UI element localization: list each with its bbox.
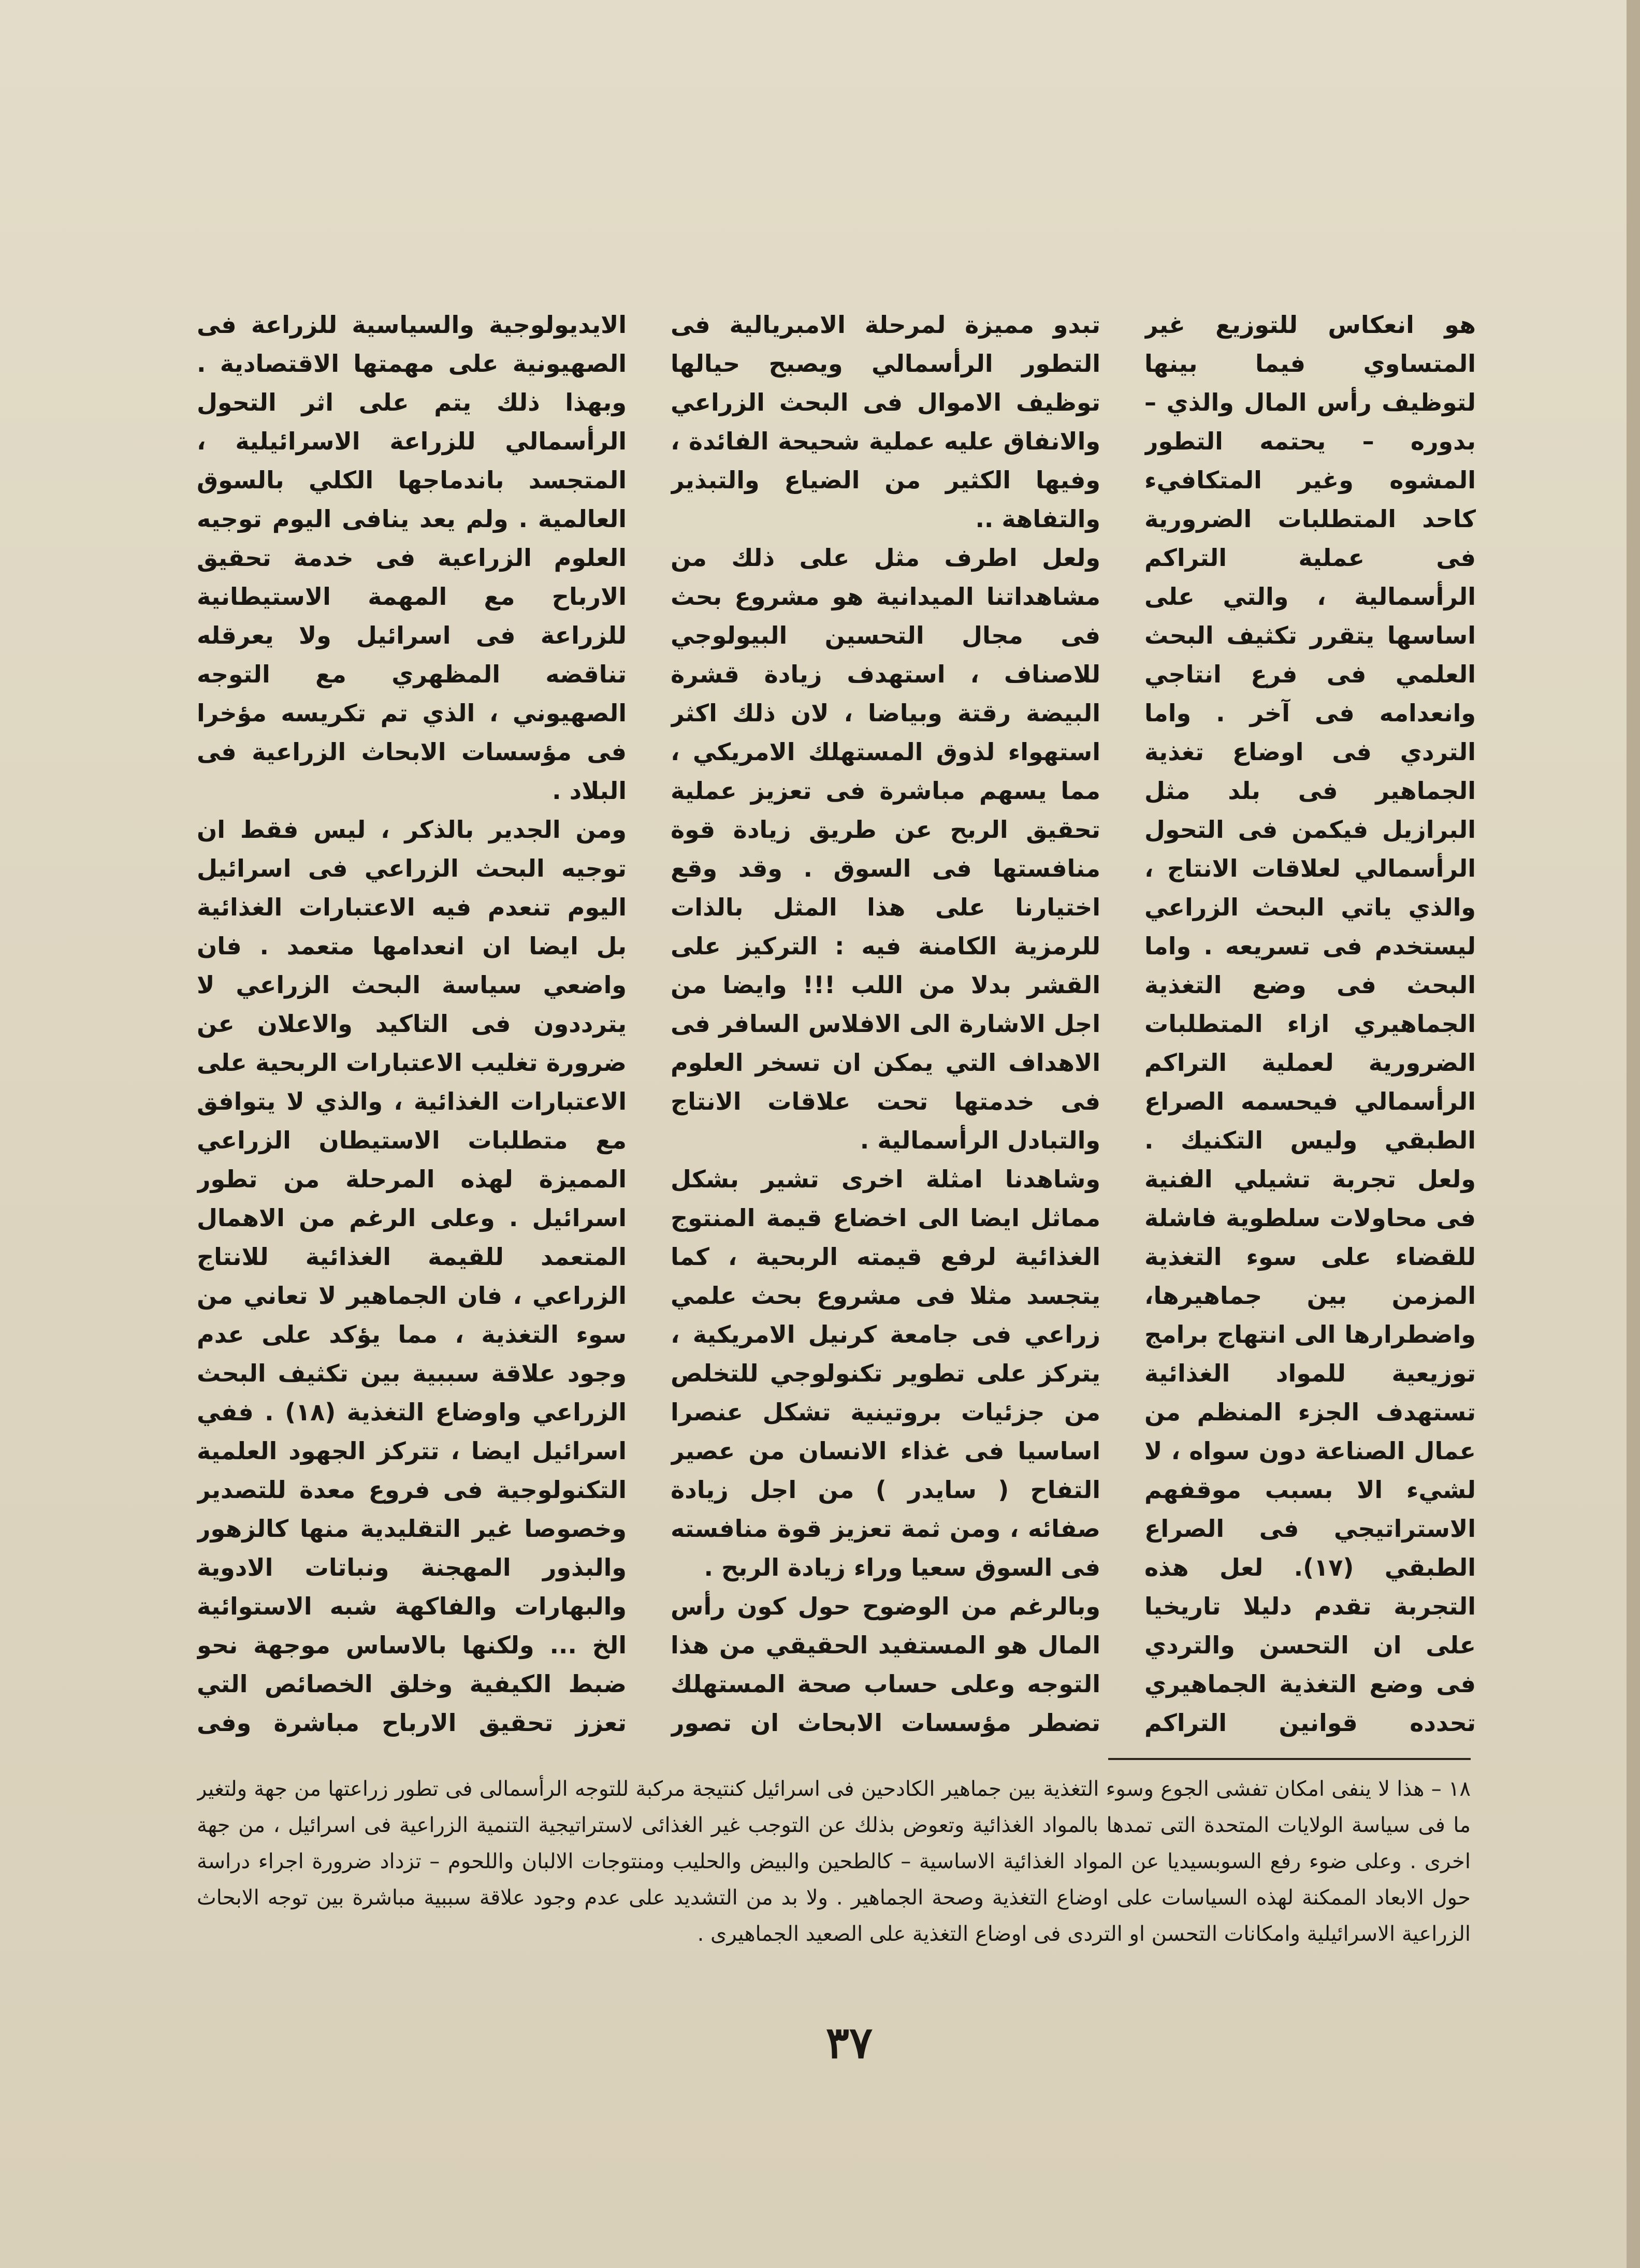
column-right	[1144, 306, 1476, 1745]
paragraph: وشاهدنا امثلة اخرى تشير بشكل مماثل ايضا الى اخضاع قيمة المنتوج الغذائية لرفع قيمته الربحية ، كما يتجسد مثلا فى مشروع بحث علمي زراعي فى جامعة كرنيل الامريكية ، يتركز على تطوير تكنولوجي للتخلص من جزئيات بروتينية تشكل عنصرا اساسيا فى غذاء الانسان من عصير التفاح ( سايدر ) من اجل زيادة صفائه ، ومن ثمة تعزيز قوة منافسته فى السوق سعيا وراء زيادة الربح .	[671, 1165, 1100, 1581]
footnote: ١٨ – هذا لا ينفى امكان تفشى الجوع وسوء التغذية بين جماهير الكادحين فى اسرائيل كنتيجة مركبة للتوجه الرأسمالى فى تطور زراعتها من جهة ولتغير ما فى سياسة الولايات المتحدة التى تمدها بالمواد الغذائية وتعوض بذلك عن التوجب غير الغذائى لاستراتيجية التنمية الزراعية فى اسرائيل ، من جهة اخرى . وعلى ضوء رفع السوبسيديا عن المواد الغذائية الاساسية – كالطحين والبيض والحليب ومنتوجات الالبان واللحوم – تزداد ضرورة اجراء دراسة حول الابعاد الممكنة لهذه السياسات على اوضاع التغذية وصحة الجماهير . ولا بد من التشديد على عدم وجود علاقة سببية مباشرة بين توجه الابحاث الزراعية الاسرائيلية وامكانات التحسن او التردى فى اوضاع التغذية على الصعيد الجماهيرى .	[197, 1777, 1471, 1946]
paragraph: وبالرغم من الوضوح حول كون رأس المال هو المستفيد الحقيقي من هذا التوجه وعلى حساب صحة المستهلك تضطر مؤسسات الابحاث ان تصور	[671, 1592, 1100, 1737]
paragraph: ولعل اطرف مثل على ذلك من مشاهداتنا الميدانية هو مشروع بحث فى مجال التحسين البيولوجي للاصناف ، استهدف زيادة قشرة البيضة رقتة وبياضا ، لان ذلك اكثر استهواء لذوق المستهلك الامريكي ، مما يسهم مباشرة فى تعزيز عملية تحقيق الربح عن طريق زيادة قوة منافستها فى السوق . وقد وقع اختيارنا على هذا المثل بالذات للرمزية الكامنة فيه : التركيز على القشر بدلا من اللب !!! وايضا من اجل الاشارة الى الافلاس السافر فى الاهداف التي يمكن ان تسخر العلوم فى خدمتها تحت علاقات الانتاج والتبادل الرأسمالية .	[671, 544, 1100, 1154]
paragraph: تبدو مميزة لمرحلة الامبريالية فى التطور الرأسمالي ويصبح حيالها توظيف الاموال فى البحث الزراعي والانفاق عليه عملية شحيحة الفائدة ، وفيها الكثير من الضياع والتبذير والتفاهة ..	[671, 311, 1100, 533]
page-number: ٣٧	[825, 2017, 873, 2068]
footnote-block	[197, 1771, 1471, 1994]
footnote-divider	[1108, 1758, 1471, 1760]
paragraph: هو انعكاس للتوزيع غير المتساوي فيما بينها لتوظيف رأس المال والذي – بدوره – يحتمه التطور المشوه وغير المتكافيء كاحد المتطلبات الضرورية فى عملية التراكم الرأسمالية ، والتي على اساسها يتقرر تكثيف البحث العلمي فى فرع انتاجي وانعدامه فى آخر . واما التردي فى اوضاع تغذية الجماهير فى بلد مثل البرازيل فيكمن فى التحول الرأسمالي لعلاقات الانتاج ، والذي ياتي البحث الزراعي ليستخدم فى تسريعه . واما البحث فى وضع التغذية الجماهيري ازاء المتطلبات الضرورية لعملية التراكم الرأسمالي فيحسمه الصراع الطبقي وليس التكنيك . ولعل تجربة تشيلي الفنية فى محاولات سلطوية فاشلة للقضاء على سوء التغذية المزمن بين جماهيرها، واضطرارها الى انتهاج برامج توزيعية للمواد الغذائية تستهدف الجزء المنظم من عمال الصناعة دون سواه ، لا لشيء الا بسبب موقفهم الاستراتيجي فى الصراع الطبقي (١٧). لعل هذه التجربة تقدم دليلا تاريخيا على ان التحسن والتردي فى وضع التغذية الجماهيري تحدده قوانين التراكم	[1144, 311, 1476, 1737]
column-left	[197, 306, 627, 1745]
paragraph: ومن الجدير بالذكر ، ليس فقط ان توجيه البحث الزراعي فى اسرائيل اليوم تنعدم فيه الاعتبارات الغذائية بل ايضا ان انعدامها متعمد . فان واضعي سياسة البحث الزراعي لا يترددون فى التاكيد والاعلان عن ضرورة تغليب الاعتبارات الربحية على الاعتبارات الغذائية ، والذي لا يتوافق مع متطلبات الاستيطان الزراعي المميزة لهذه المرحلة من تطور اسرائيل . وعلى الرغم من الاهمال المتعمد للقيمة الغذائية للانتاج الزراعي ، فان الجماهير لا تعاني من سوء التغذية ، مما يؤكد على عدم وجود علاقة سببية بين تكثيف البحث الزراعي واوضاع التغذية (١٨) . ففي اسرائيل ايضا ، تتركز الجهود العلمية التكنولوجية فى فروع معدة للتصدير وخصوصا غير التقليدية منها كالزهور والبذور المهجنة ونباتات الادوية والبهارات والفاكهة شبه الاستوائية الخ ... ولكنها بالاساس موجهة نحو ضبط الكيفية وخلق الخصائص التي تعزز تحقيق الارباح مباشرة وفى	[197, 816, 627, 1737]
paragraph: الايديولوجية والسياسية للزراعة فى الصهيونية على مهمتها الاقتصادية . وبهذا ذلك يتم على اثر التحول الرأسمالي للزراعة الاسرائيلية ، المتجسد باندماجها الكلي بالسوق العالمية . ولم يعد ينافى اليوم توجيه العلوم الزراعية فى خدمة تحقيق الارباح مع المهمة الاستيطانية للزراعة فى اسرائيل ولا يعرقله تناقضه المظهري مع التوجه الصهيوني ، الذي تم تكريسه مؤخرا فى مؤسسات الابحاث الزراعية فى البلاد .	[197, 311, 627, 805]
page-edge	[1627, 0, 1640, 2268]
article-body	[197, 306, 1476, 1745]
column-middle	[671, 306, 1100, 1745]
